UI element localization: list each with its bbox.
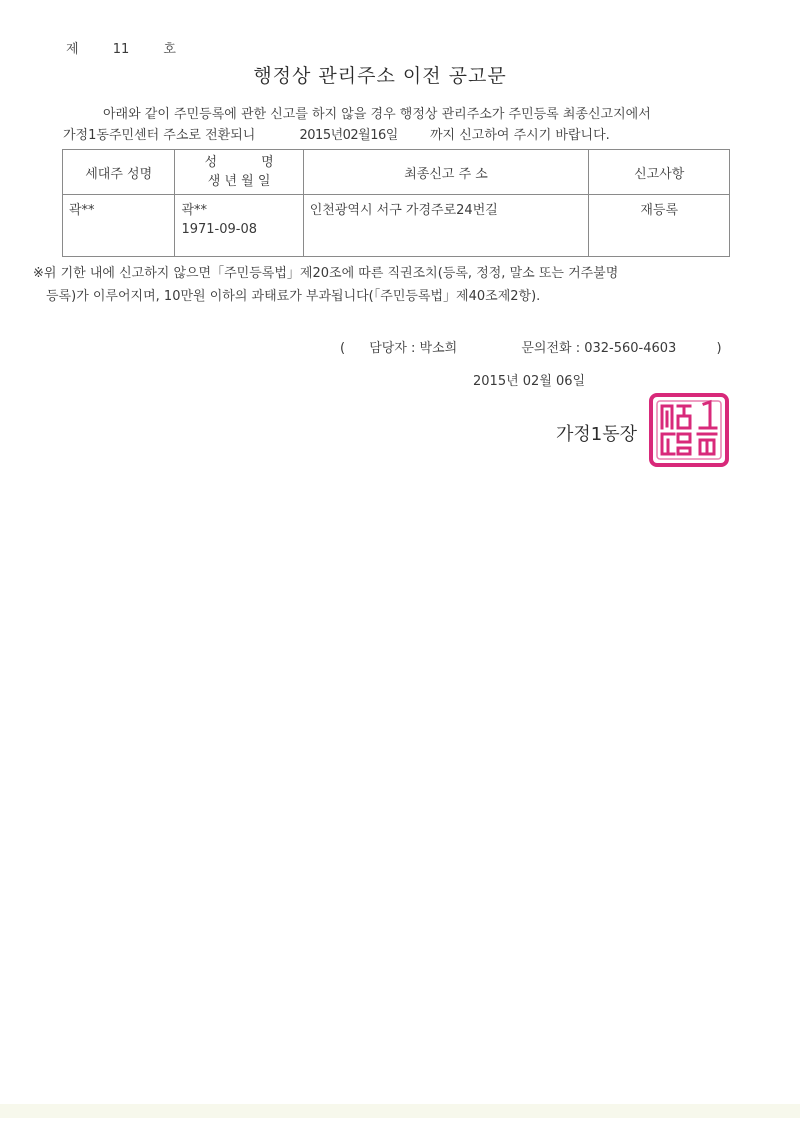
intro-line-2-start: 가정1동주민센터 주소로 전환되니	[63, 128, 256, 143]
notice-line-2: 등록)가 이루어지며, 10만원 이하의 과태료가 부과됩니다(「주민등록법」제40조제2항).	[46, 289, 541, 304]
header-birth: 생 년 월 일	[207, 174, 271, 189]
official-seal-icon	[648, 392, 730, 468]
cell-report: 재등록	[589, 195, 730, 257]
cell-name-birth	[175, 195, 303, 257]
contact-info	[340, 337, 722, 356]
doc-number-value: 11	[112, 42, 130, 57]
cell-householder: 곽**	[63, 195, 175, 257]
table-row	[63, 195, 730, 257]
table-header-row	[63, 150, 730, 195]
issuer-name: 가정1동장	[556, 424, 638, 445]
notice-table	[62, 149, 730, 257]
intro-line-2	[63, 124, 610, 143]
doc-number-prefix: 제	[66, 42, 79, 57]
cell-birth: 1971-09-08	[181, 222, 257, 237]
page-bottom-strip	[0, 1104, 800, 1118]
contact-close-paren: )	[716, 341, 722, 356]
document-number	[66, 38, 206, 57]
notice-line-1: ※위 기한 내에 신고하지 않으면「주민등록법」제20조에 따른 직권조치(등록, 정정, 말소 또는 거주불명	[33, 266, 619, 281]
intro-line-1: 아래와 같이 주민등록에 관한 신고를 하지 않을 경우 행정상 관리주소가 주민등록 최종신고지에서	[103, 107, 651, 122]
contact-open-paren: (	[340, 341, 346, 356]
header-householder: 세대주 성명	[63, 150, 175, 195]
doc-number-suffix: 호	[163, 42, 176, 57]
header-name-birth	[175, 150, 303, 195]
deadline-date: 2015년02월16일	[299, 128, 398, 143]
intro-line-2-end: 까지 신고하여 주시기 바랍니다.	[429, 128, 610, 143]
cell-name: 곽**	[181, 203, 207, 218]
cell-address: 인천광역시 서구 가경주로24번길	[303, 195, 589, 257]
page-title: 행정상 관리주소 이전 공고문	[253, 65, 507, 87]
header-address: 최종신고 주 소	[303, 150, 589, 195]
contact-phone: 문의전화 : 032-560-4603	[521, 341, 677, 356]
contact-manager: 담당자 : 박소희	[369, 341, 458, 356]
header-report: 신고사항	[589, 150, 730, 195]
header-name: 성 명	[204, 155, 274, 170]
issue-date: 2015년 02월 06일	[473, 374, 586, 389]
